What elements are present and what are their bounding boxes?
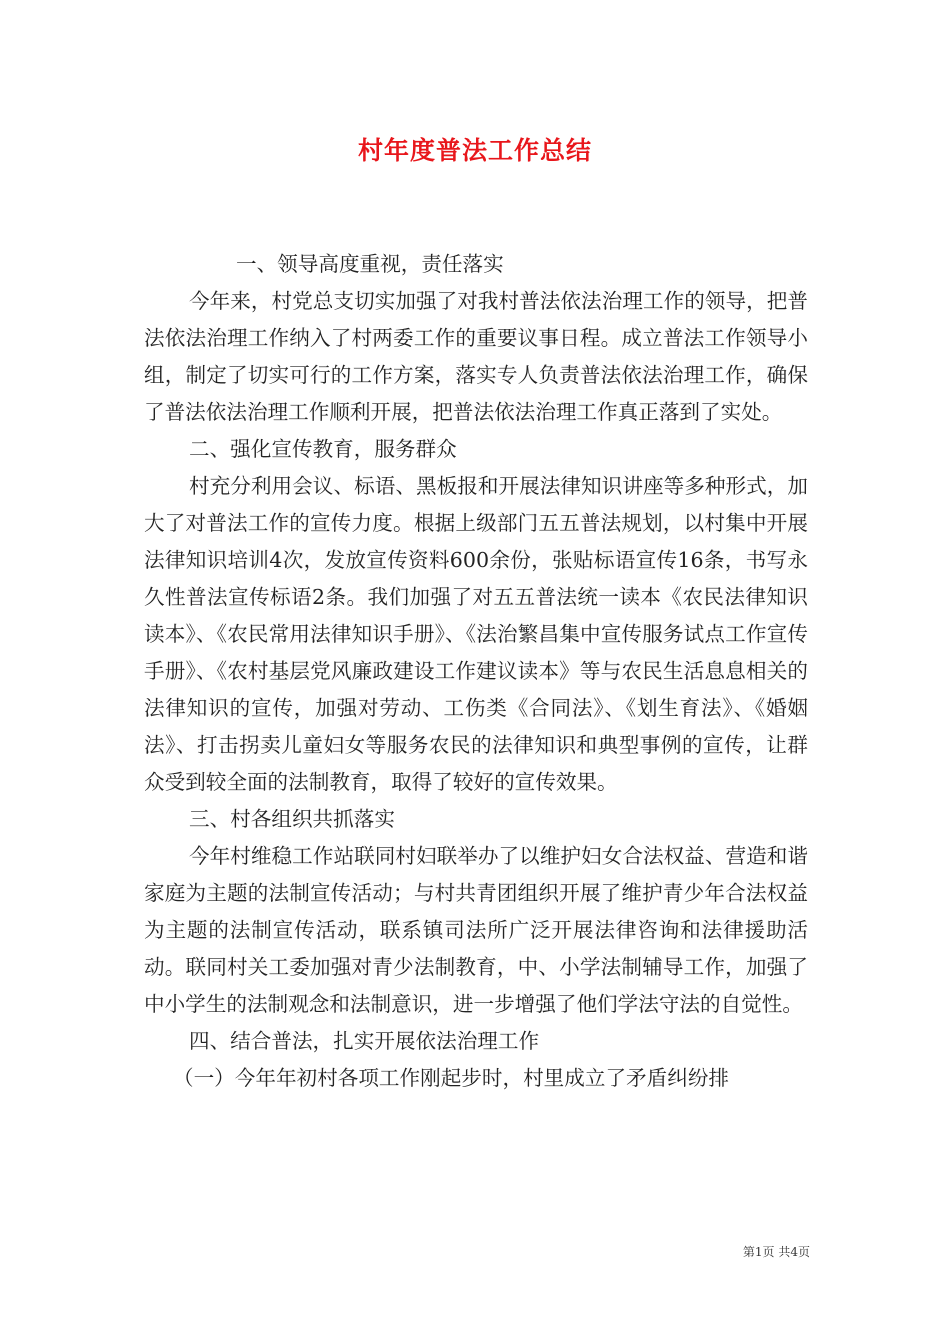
section-heading-3: 三、村各组织共抓落实 [189, 807, 395, 831]
document-body [144, 246, 808, 1097]
section-paragraph-4: （一）今年年初村各项工作刚起步时，村里成立了矛盾纠纷排 [173, 1066, 730, 1090]
section-paragraph-2: 村充分利用会议、标语、黑板报和开展法律知识讲座等多种形式，加大了对普法工作的宣传力度。根据上级部门五五普法规划，以村集中开展法律知识培训4次，发放宣传资料600余份，张贴标语宣传16条，书写永久性普法宣传标语2条。我们加强了对五五普法统一读本《农民法律知识读本》、《农民常用法律知识手册》、《法治繁昌集中宣传服务试点工作宣传手册》、《农村基层党风廉政建设工作建议读本》等与农民生活息息相关的法律知识的宣传，加强对劳动、工伤类《合同法》、《划生育法》、《婚姻法》、打击拐卖儿童妇女等服务农民的法律知识和典型事例的宣传，让群众受到较全面的法制教育，取得了较好的宣传效果。 [144, 474, 808, 794]
section-paragraph-3: 今年村维稳工作站联同村妇联举办了以维护妇女合法权益、营造和谐家庭为主题的法制宣传活动；与村共青团组织开展了维护青少年合法权益为主题的法制宣传活动，联系镇司法所广泛开展法律咨询和法律援助活动。联同村关工委加强对青少法制教育，中、小学法制辅导工作，加强了中小学生的法制观念和法制意识，进一步增强了他们学法守法的自觉性。 [144, 844, 808, 1016]
section-heading-4: 四、结合普法，扎实开展依法治理工作 [189, 1029, 540, 1053]
section-paragraph-1: 今年来，村党总支切实加强了对我村普法依法治理工作的领导，把普法依法治理工作纳入了村两委工作的重要议事日程。成立普法工作领导小组，制定了切实可行的工作方案，落实专人负责普法依法治理工作，确保了普法依法治理工作顺利开展，把普法依法治理工作真正落到了实处。 [144, 289, 808, 424]
section-heading-1: 一、领导高度重视，责任落实 [236, 252, 504, 276]
document-title: 村年度普法工作总结 [357, 136, 592, 165]
page-number-footer: 第1页 共4页 [742, 1245, 810, 1259]
section-heading-2: 二、强化宣传教育，服务群众 [189, 437, 457, 461]
